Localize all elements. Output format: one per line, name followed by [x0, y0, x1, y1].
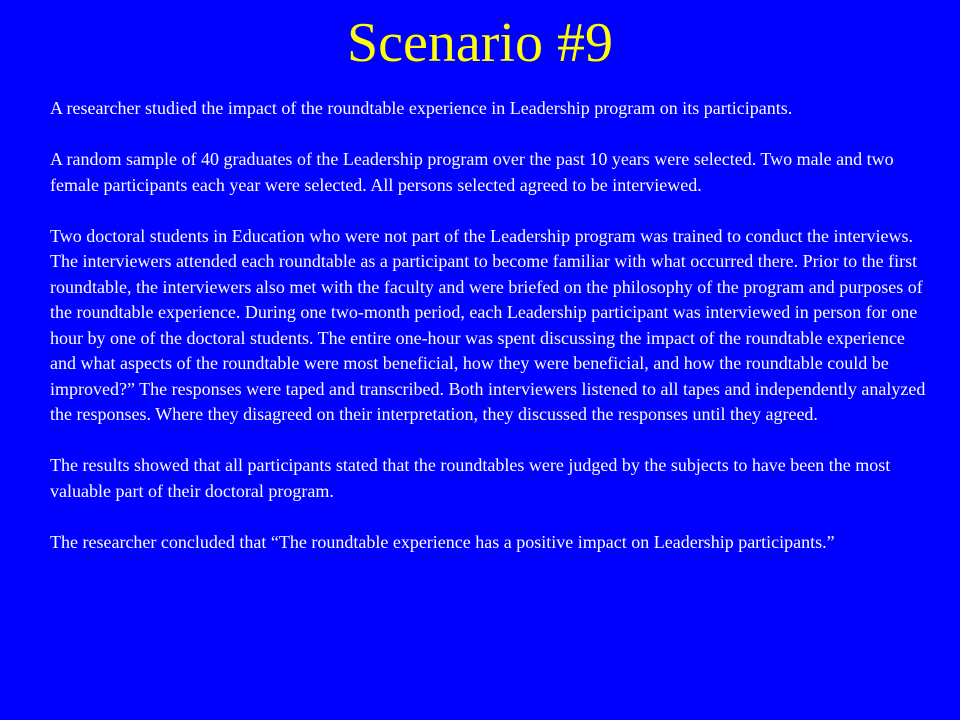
paragraph-study-intro: A researcher studied the impact of the roundtable experience in Leadership program on its participants.	[50, 98, 793, 118]
paragraph-conclusion: The researcher concluded that “The roundtable experience has a positive impact on Leadership participants.”	[50, 531, 835, 552]
paragraph-results: The results showed that all participants stated that the roundtables were judged by the subjects to have been the most valuable part of their doctoral program.	[50, 455, 891, 501]
paragraph-sample: A random sample of 40 graduates of the Leadership program over the past 10 years were selected. Two male and two female participants each year were selected. All persons selected agreed to be interviewed.	[50, 149, 894, 195]
paragraph-interview-method: Two doctoral students in Education who were not part of the Leadership program was trained to conduct the interviews. The interviewers attended each roundtable as a participant to become familiar with what occurred there. Prior to the first roundtable, the interviewers also met with the faculty and were briefed on the philosophy of the program and purposes of the roundtable experience. During one two-month period, each Leadership participant was interviewed in person for one hour by one of the doctoral students. The entire one-hour was spent discussing the impact of the roundtable experience and what aspects of the roundtable were most beneficial, how they were beneficial, and how the roundtable could be improved?” The responses were taped and transcribed. Both interviewers listened to all tapes and independently analyzed the responses. Where they disagreed on their interpretation, they discussed the responses until they agreed.	[50, 225, 926, 424]
slide-title: Scenario #9	[347, 12, 613, 74]
slide-body	[50, 96, 930, 555]
